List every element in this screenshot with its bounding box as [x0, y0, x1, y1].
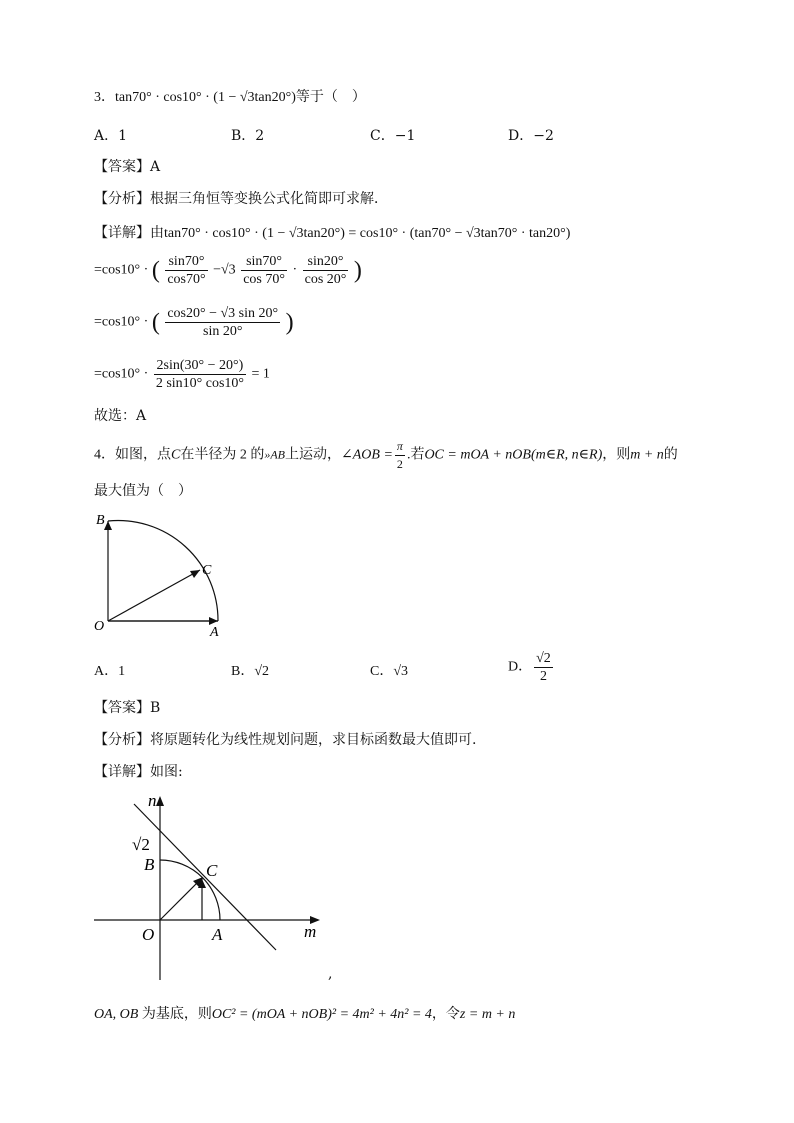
oc-arrowhead — [190, 570, 200, 578]
last-z: z = m + n — [459, 1007, 516, 1022]
q4-stem-line2: 最大值为（ ） — [94, 483, 192, 499]
frac-den: 2 — [539, 669, 547, 684]
line2-prefix: =cos10° · — [94, 262, 149, 278]
stem-part: 上运动， — [285, 447, 342, 463]
figure-comma: , — [328, 966, 333, 982]
frac-num: sin70° — [165, 253, 207, 271]
frac-num: √2 — [536, 651, 551, 666]
detail-prefix: 由 — [150, 226, 164, 241]
frac-den: cos 20° — [304, 272, 347, 287]
stem-point-c: C — [171, 447, 181, 463]
q4-option-b: B．√2 — [231, 664, 270, 679]
line4-prefix: =cos10° · — [94, 366, 149, 382]
q4-option-a: A．1 — [94, 664, 126, 679]
q4-analysis — [94, 729, 476, 749]
q4-detail — [94, 761, 183, 781]
oc-vector — [160, 878, 202, 920]
detail-text: 如图: — [150, 764, 183, 780]
q3-answer — [94, 156, 160, 176]
last-text: 为基底，则 — [141, 1007, 212, 1022]
answer-tag: 【答案】 — [94, 700, 150, 716]
oc-vector — [108, 570, 200, 621]
q4-figure-1 — [90, 508, 230, 643]
label-o: O — [94, 619, 105, 634]
stem-part: 在半径为 2 的 — [180, 447, 265, 463]
q4-option-c: C．√3 — [370, 664, 409, 679]
frac-num: sin20° — [303, 253, 349, 271]
detail-tag: 【详解】 — [94, 226, 150, 241]
last-equation: OC² = (mOA + nOB)² = 4m² + 4n² = 4 — [211, 1007, 432, 1022]
q4-last-line — [94, 1003, 515, 1023]
label-a: A — [210, 625, 219, 640]
label-a: A — [212, 925, 223, 944]
analysis-text: 将原题转化为线性规划问题，求目标函数最大值即可. — [150, 732, 477, 748]
base-vectors: OA, OB — [94, 1007, 139, 1022]
q3-detail-line3: =cos10° · ( $\frac{\cos 20^\circ - √3 \sin 20^\circ}{\sin 20^\circ}$ ) — [94, 306, 294, 339]
q3-analysis — [94, 188, 388, 208]
label-sqrt2: √2 — [132, 835, 150, 854]
analysis-tag: 【分析】 — [94, 191, 150, 207]
stem-vector-eq: OC = mOA + nOB(m∈R, n∈R) — [424, 447, 603, 463]
frac-den: 2 sin10° cos10° — [155, 376, 245, 391]
frac-num: sin70° — [241, 253, 287, 271]
stem-part: 的 — [663, 447, 678, 463]
detail-equation-1: tan70° · cos10° · (1 − √3tan20°) = cos10° · (tan70° − √3tan70° · tan20°) — [164, 226, 571, 241]
frac-num: π — [395, 438, 405, 456]
answer-tag: 【答案】 — [94, 159, 150, 175]
label-c: C — [206, 861, 218, 880]
label-n: n — [148, 791, 157, 810]
label-m: m — [304, 922, 317, 941]
frac-num: cos20° − √3 sin 20° — [167, 306, 279, 321]
q3-option-b: B．2 — [231, 128, 265, 144]
stem-part: ，则 — [602, 447, 631, 463]
q3-detail-line2: =cos10° · ( $\frac{\sin 70^\circ}{\cos 70^\circ}$ −√3 $\frac{\sin 70^\circ}{\cos 70^\circ}$ · $\frac{\sin 20^\circ}{\cos 20^\circ}$ ) — [94, 254, 362, 287]
last-text: ，令 — [431, 1007, 460, 1022]
frac-num: 2sin(30° − 20°) — [154, 357, 246, 375]
q3-option-c: C．−1 — [370, 128, 416, 144]
frac-den: cos70° — [167, 272, 206, 287]
frac-den: cos 70° — [243, 272, 285, 287]
stem-part: 4．如图，点 — [94, 447, 171, 463]
line3-prefix: =cos10° · — [94, 314, 149, 330]
option-d-prefix: D． — [508, 659, 533, 675]
q3-detail-line1 — [94, 222, 570, 242]
detail-tag: 【详解】 — [94, 764, 150, 780]
stem-angle: ∠AOB = — [341, 447, 393, 463]
ob-arrowhead — [104, 521, 112, 530]
tangent-line — [134, 804, 276, 950]
frac-den: 2 — [396, 457, 403, 471]
label-b: B — [144, 855, 155, 874]
q4-figure-2 — [90, 790, 333, 985]
label-o: O — [142, 925, 155, 944]
label-c: C — [202, 563, 212, 578]
sqrt3: −√3 — [213, 262, 236, 278]
q3-option-d: D．−2 — [508, 128, 554, 144]
stem-part: .若 — [406, 447, 425, 463]
answer-value: A — [150, 159, 161, 175]
oa-arrowhead — [209, 617, 218, 625]
analysis-text: 根据三角恒等变换公式化简即可求解． — [150, 191, 388, 207]
q3-stem: 3．tan70° · cos10° · (1 − √3tan20°)等于（ ） — [94, 90, 366, 105]
stem-arc: »AB — [264, 447, 286, 462]
answer-value: B — [150, 700, 161, 716]
n-axis-arrowhead — [156, 796, 164, 806]
q4-answer — [94, 697, 160, 717]
analysis-tag: 【分析】 — [94, 732, 150, 748]
q3-option-a: A．1 — [94, 128, 128, 144]
frac-den: sin 20° — [203, 324, 243, 339]
q4-option-d — [508, 650, 555, 685]
q3-choice: 故选：A — [94, 408, 147, 424]
q3-detail-line4 — [94, 357, 270, 392]
label-b: B — [96, 513, 105, 528]
line4-suffix: = 1 — [251, 366, 270, 382]
q4-stem-line1 — [94, 438, 678, 473]
stem-mn: m + n — [630, 447, 664, 463]
